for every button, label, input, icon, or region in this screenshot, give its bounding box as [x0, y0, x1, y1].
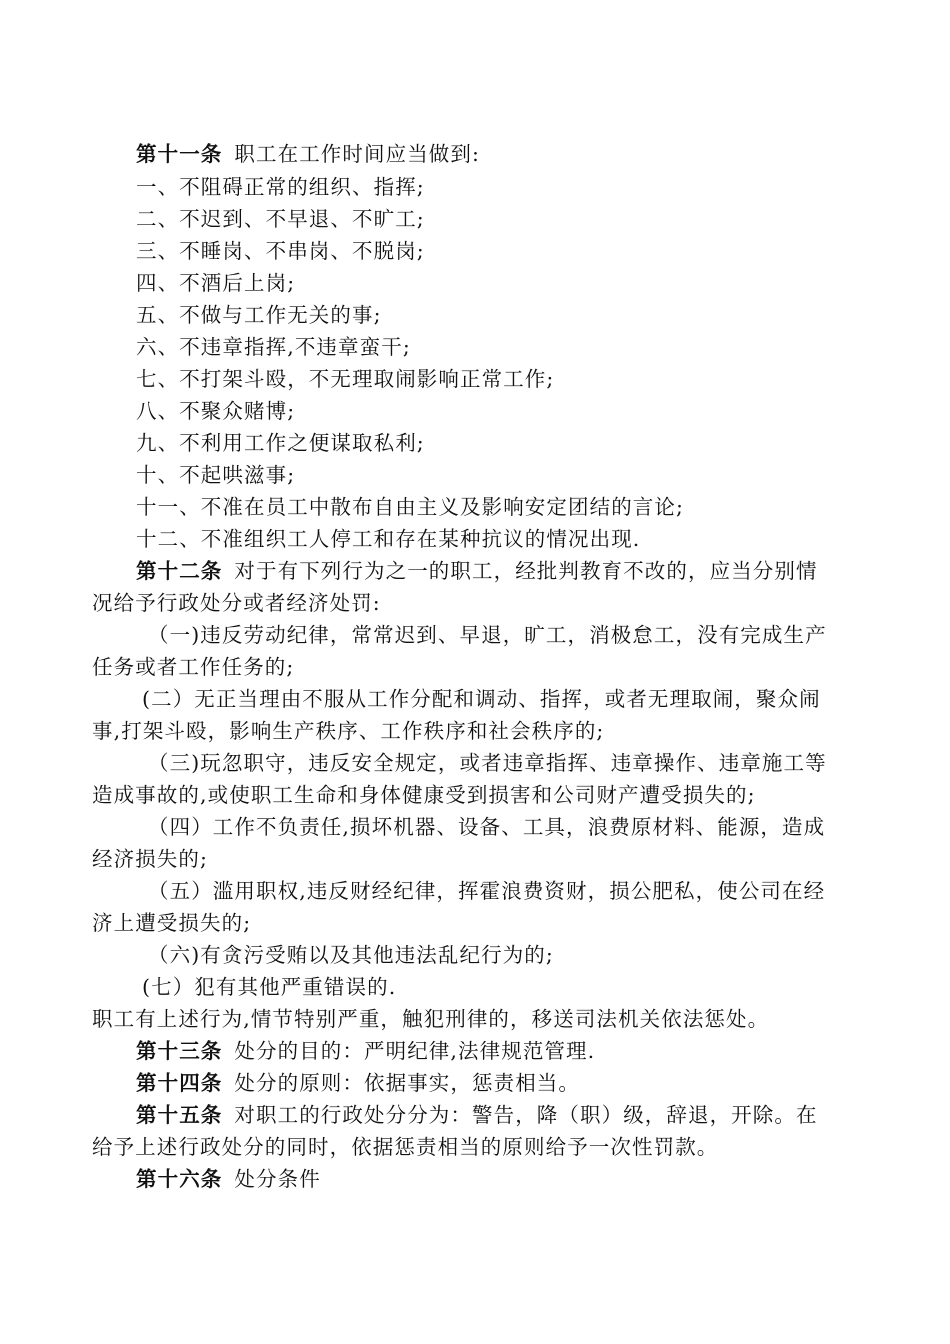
- article-11-item-8: 八、不聚众赌博;: [136, 399, 296, 423]
- article-11-item-5: 五、不做与工作无关的事;: [136, 303, 382, 327]
- article-11-item-9: 九、不利用工作之便谋取私利;: [136, 431, 425, 455]
- article-12-item-5-line-2: 济上遭受损失的;: [92, 911, 252, 935]
- article-11-text: 职工在工作时间应当做到:: [234, 142, 481, 166]
- article-11-item-10: 十、不起哄滋事;: [136, 463, 296, 487]
- article-12-item-4-line-2: 经济损失的;: [92, 847, 209, 871]
- article-12-heading-line: [92, 555, 896, 587]
- article-12-item-5-line-1: （五）滥用职权,违反财经纪律，挥霍浪费资财，损公肥私，使公司在经: [148, 879, 826, 903]
- article-12-title: 第十二条: [136, 559, 223, 583]
- article-12-item-3-line-2: 造成事故的,或使职工生命和身体健康受到损害和公司财产遭受损失的;: [92, 783, 756, 807]
- article-12-item-4-line-1: （四）工作不负责任,损坏机器、设备、工具，浪费原材料、能源，造成: [148, 815, 826, 839]
- article-14-line: [92, 1067, 896, 1099]
- article-12-item-3-line-1: （三)玩忽职守，违反安全规定，或者违章指挥、违章操作、违章施工等: [148, 751, 827, 775]
- article-11-item-3: 三、不睡岗、不串岗、不脱岗;: [136, 239, 425, 263]
- article-16-line: [92, 1163, 896, 1195]
- article-12-text-line-2: 况给予行政处分或者经济处罚:: [92, 591, 381, 615]
- article-14-text: 处分的原则：依据事实，惩责相当。: [234, 1071, 581, 1095]
- article-12-item-2-line-2: 事,打架斗殴，影响生产秩序、工作秩序和社会秩序的;: [92, 719, 605, 743]
- article-11-heading-line: [92, 138, 896, 170]
- article-12-item-1-line-2: 任务或者工作任务的;: [92, 655, 295, 679]
- article-13-title: 第十三条: [136, 1039, 223, 1063]
- article-11-title: 第十一条: [136, 142, 223, 166]
- article-14-title: 第十四条: [136, 1071, 223, 1095]
- article-16-title: 第十六条: [136, 1167, 223, 1191]
- article-12-item-7: (七）犯有其他严重错误的.: [142, 975, 397, 999]
- article-11-item-4: 四、不酒后上岗;: [136, 271, 296, 295]
- article-15-text-line-2: 给予上述行政处分的同时，依据惩责相当的原则给予一次性罚款。: [92, 1135, 719, 1159]
- article-11-item-11: 十一、不准在员工中散布自由主义及影响安定团结的言论;: [136, 495, 685, 519]
- article-15-heading-line: [92, 1099, 896, 1131]
- article-12-text-line-1: 对于有下列行为之一的职工，经批判教育不改的，应当分别情: [234, 559, 818, 583]
- article-11-item-6: 六、不违章指挥,不违章蛮干;: [136, 335, 411, 359]
- article-12-item-1-line-1: （一)违反劳动纪律，常常迟到、早退，旷工，消极怠工，没有完成生产: [148, 623, 827, 647]
- article-13-line: [92, 1035, 896, 1067]
- article-15-text-line-1: 对职工的行政处分分为：警告，降（职）级，辞退，开除。在: [234, 1103, 818, 1127]
- article-13-text: 处分的目的：严明纪律,法律规范管理.: [234, 1039, 596, 1063]
- article-11-item-1: 一、不阻碍正常的组织、指挥;: [136, 175, 425, 199]
- article-12-closing: 职工有上述行为,情节特别严重，触犯刑律的，移送司法机关依法惩处。: [92, 1007, 770, 1031]
- article-11-item-7: 七、不打架斗殴，不无理取闹影响正常工作;: [136, 367, 555, 391]
- article-15-title: 第十五条: [136, 1103, 223, 1127]
- article-11-item-12: 十二、不准组织工人停工和存在某种抗议的情况出现.: [136, 527, 641, 551]
- article-16-text: 处分条件: [234, 1167, 321, 1191]
- article-11-item-2: 二、不迟到、不早退、不旷工;: [136, 207, 425, 231]
- article-12-item-2-line-1: (二）无正当理由不服从工作分配和调动、指挥，或者无理取闹，聚众闹: [142, 687, 821, 711]
- article-12-item-6: （六)有贪污受贿以及其他违法乱纪行为的;: [148, 943, 554, 967]
